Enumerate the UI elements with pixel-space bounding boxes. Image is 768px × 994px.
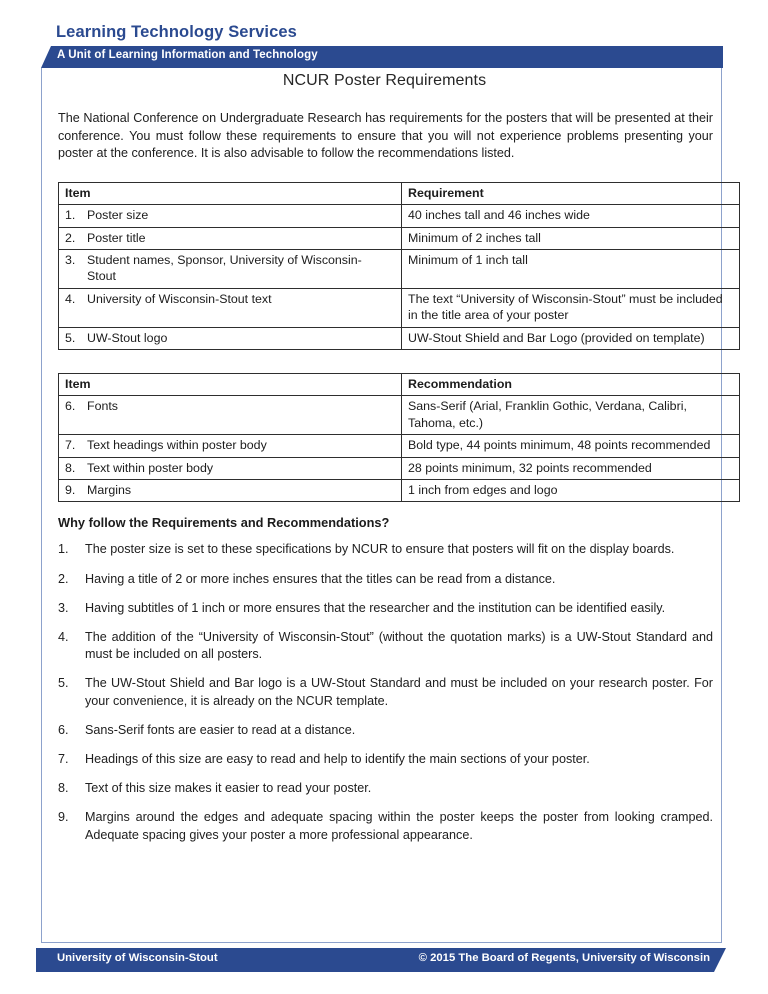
recommendations-table-body — [59, 396, 740, 502]
why-list-item-text: Having subtitles of 1 inch or more ensures that the researcher and the institution can be identified easily. — [85, 600, 666, 615]
why-list-item — [58, 571, 713, 589]
table-row — [59, 435, 740, 457]
intro-paragraph: The National Conference on Undergraduate Research has requirements for the posters that will be presented at their conference. You must follow these requirements to ensure that you will not experience problems presenting your poster at the conference. It is also advisable to follow the recommendations listed. — [58, 111, 713, 161]
why-list-item-number: 6. — [58, 723, 69, 738]
why-list-item — [58, 780, 713, 798]
why-list-item-text: Margins around the edges and adequate spacing within the poster keeps the poster from looking cramped. Adequate spacing gives your poster a more professional appearance. — [85, 810, 713, 842]
why-list-item — [58, 541, 713, 559]
row-item-label: Text headings within poster body — [87, 438, 267, 453]
column-header-item: Item — [59, 182, 402, 204]
row-number: 7. — [65, 438, 76, 453]
row-number: 5. — [65, 330, 76, 345]
why-list-item-number: 7. — [58, 752, 69, 767]
row-number: 2. — [65, 230, 76, 245]
table-row — [59, 227, 740, 249]
requirements-table-body — [59, 205, 740, 350]
table-header-row — [59, 182, 740, 204]
footer-copyright: © 2015 The Board of Regents, University of Wisconsin — [418, 952, 710, 964]
table-cell-item — [59, 205, 402, 227]
brand-title: Learning Technology Services — [56, 23, 297, 41]
table-row — [59, 288, 740, 327]
table-cell-item — [59, 327, 402, 349]
why-list-item-text: Headings of this size are easy to read and help to identify the main sections of your poster. — [85, 752, 590, 767]
why-list-item-number: 1. — [58, 542, 69, 557]
row-number: 1. — [65, 208, 76, 223]
table-cell-value: Bold type, 44 points minimum, 48 points recommended — [402, 435, 740, 457]
row-item-label: Margins — [87, 483, 132, 498]
table-cell-value: Minimum of 1 inch tall — [402, 250, 740, 289]
table-cell-item — [59, 480, 402, 502]
table-spacer — [58, 356, 713, 373]
why-list-item — [58, 809, 713, 844]
why-section-heading: Why follow the Requirements and Recommendations? — [58, 515, 390, 531]
recommendations-table-head — [59, 374, 740, 396]
why-list-item — [58, 722, 713, 740]
row-number: 9. — [65, 483, 76, 498]
requirements-table-head — [59, 182, 740, 204]
table-cell-value: 28 points minimum, 32 points recommended — [402, 457, 740, 479]
row-item-label: Student names, Sponsor, University of Wisconsin-Stout — [87, 253, 362, 284]
table-cell-item — [59, 435, 402, 457]
requirements-table — [58, 182, 740, 350]
row-number: 6. — [65, 399, 76, 414]
row-item-label: University of Wisconsin-Stout text — [87, 291, 272, 306]
row-number: 3. — [65, 253, 76, 267]
why-list-item-number: 5. — [58, 676, 69, 691]
why-list-item-text: Sans-Serif fonts are easier to read at a distance. — [85, 723, 356, 738]
table-cell-item — [59, 227, 402, 249]
why-list-item — [58, 629, 713, 664]
column-header-item: Item — [59, 374, 402, 396]
table-cell-value: The text “University of Wisconsin-Stout” must be included in the title area of your poster — [402, 288, 740, 327]
table-cell-item — [59, 396, 402, 435]
table-header-row — [59, 374, 740, 396]
column-header-requirement: Requirement — [402, 182, 740, 204]
row-item-label: Poster title — [87, 230, 146, 245]
row-item-label: Poster size — [87, 208, 149, 223]
table-row — [59, 327, 740, 349]
page-title: NCUR Poster Requirements — [282, 72, 487, 89]
table-row — [59, 250, 740, 289]
why-list-item-text: Text of this size makes it easier to read your poster. — [85, 781, 372, 796]
content-body — [58, 72, 723, 845]
row-number: 4. — [65, 291, 76, 306]
footer-institution: University of Wisconsin-Stout — [57, 952, 218, 964]
why-list-item-text: Having a title of 2 or more inches ensures that the titles can be read from a distance. — [85, 571, 556, 586]
why-list-item-text: The poster size is set to these specifications by NCUR to ensure that posters will fit on the display boards. — [85, 542, 675, 557]
why-list-item-number: 3. — [58, 600, 69, 615]
table-cell-item — [59, 250, 402, 289]
why-section-list — [58, 541, 713, 844]
page-footer — [36, 948, 726, 972]
why-list-item-text: The UW-Stout Shield and Bar logo is a UW-Stout Standard and must be included on your research poster. For your convenience, it is already on the NCUR template. — [85, 676, 713, 709]
unit-bar — [41, 46, 723, 68]
why-list-item — [58, 751, 713, 769]
row-item-label: Fonts — [87, 399, 118, 414]
recommendations-table — [58, 373, 740, 502]
unit-bar-label: A Unit of Learning Information and Technology — [57, 49, 318, 61]
why-list-item-number: 4. — [58, 629, 69, 644]
row-number: 8. — [65, 460, 76, 475]
table-row — [59, 480, 740, 502]
table-cell-value: Sans-Serif (Arial, Franklin Gothic, Verdana, Calibri, Tahoma, etc.) — [402, 396, 740, 435]
why-list-item-number: 2. — [58, 571, 69, 586]
row-item-label: UW-Stout logo — [87, 330, 168, 345]
table-cell-value: 40 inches tall and 46 inches wide — [402, 205, 740, 227]
why-list-item — [58, 675, 713, 710]
table-row — [59, 457, 740, 479]
why-list-item-text: The addition of the “University of Wisconsin-Stout” (without the quotation marks) is a UW-Stout Standard and must be included on all posters. — [85, 629, 713, 662]
table-cell-item — [59, 457, 402, 479]
table-cell-value: 1 inch from edges and logo — [402, 480, 740, 502]
column-header-recommendation: Recommendation — [402, 374, 740, 396]
why-list-item — [58, 600, 713, 618]
masthead — [0, 0, 768, 70]
table-row — [59, 396, 740, 435]
table-cell-value: Minimum of 2 inches tall — [402, 227, 740, 249]
row-item-label: Text within poster body — [87, 460, 214, 475]
table-cell-item — [59, 288, 402, 327]
table-cell-value: UW-Stout Shield and Bar Logo (provided on template) — [402, 327, 740, 349]
table-row — [59, 205, 740, 227]
why-list-item-number: 8. — [58, 781, 69, 796]
why-list-item-number: 9. — [58, 810, 69, 825]
